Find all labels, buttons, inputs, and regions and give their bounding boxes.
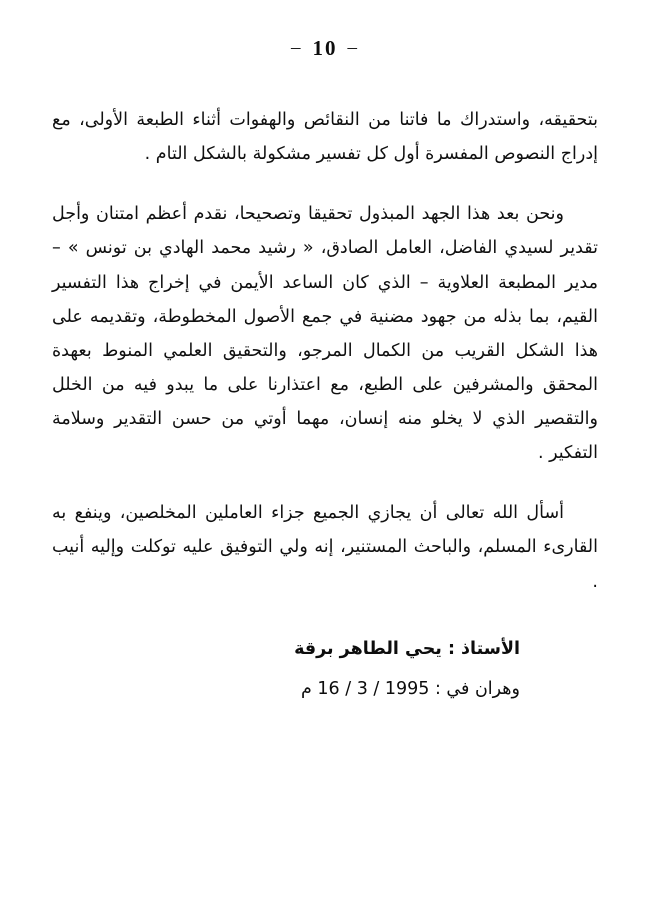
paragraph-2: ونحن بعد هذا الجهد المبذول تحقيقا وتصحيحا، نقدم أعظم امتنان وأجل تقدير لسيدي الفاضل، العامل الصادق، « رشيد محمد الهادي بن تونس » – مدير المطبعة العلاوية – الذي كان الساعد الأيمن في إخراج هذا التفسير القيم، بما بذله من جهود مضنية في جمع الأصول المخطوطة، وتقديمه على هذا الشكل القريب من الكمال المرجو، والتحقيق العلمي المنوط بعهدة المحقق والمشرفين على الطبع، مع اعتذارنا على ما يبدو فيه من الخلل والتقصير الذي لا يخلو منه إنسان، مهما أوتي من حسن التقدير وسلامة التفكير . (52, 204, 598, 464)
header-dash-left: – (291, 37, 303, 58)
paragraph-3: أسأل الله تعالى أن يجازي الجميع جزاء العاملين المخلصين، وينفع به القارىء المسلم، والباحث المستنير، إنه ولي التوفيق عليه توكلت وإليه أنيب . (52, 503, 598, 592)
body-text (52, 103, 598, 599)
signature-block (52, 639, 598, 699)
page-number: 10 (312, 36, 338, 60)
header-dash-right: – (347, 37, 359, 58)
signature-date: وهران في : 1995 / 3 / 16 م (300, 678, 520, 699)
signature-name: الأستاذ : يحي الطاهر برقة (294, 638, 520, 659)
page-number-header (52, 36, 598, 61)
paragraph-1: بتحقيقه، واستدراك ما فاتنا من النقائص والهفوات أثناء الطبعة الأولى، مع إدراج النصوص المفسرة أول كل تفسير مشكولة بالشكل التام . (52, 110, 598, 165)
